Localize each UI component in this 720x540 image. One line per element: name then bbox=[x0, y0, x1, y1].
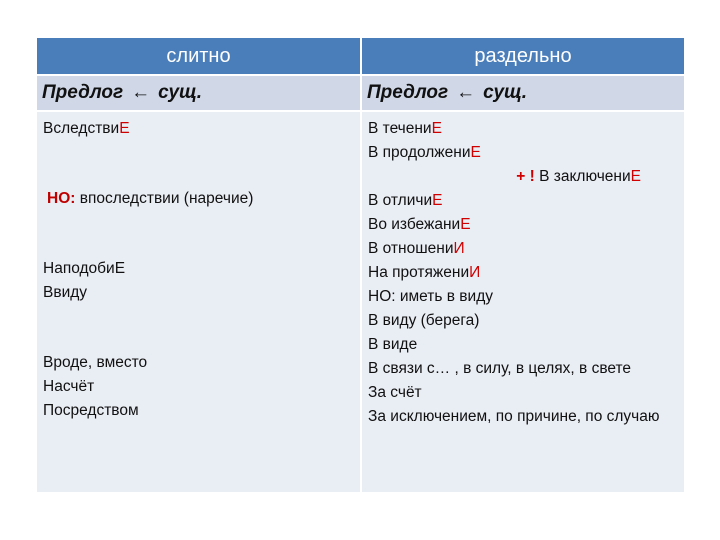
list-item: В связи с… , в силу, в целях, в свете bbox=[368, 360, 632, 377]
list-item bbox=[368, 237, 678, 261]
word-ending: Е bbox=[114, 260, 126, 277]
word-ending: Е bbox=[119, 120, 130, 137]
word-stem: В продолжени bbox=[368, 144, 471, 161]
word-ending: И bbox=[469, 264, 481, 281]
spelling-table bbox=[37, 38, 684, 492]
note-label: НО: bbox=[47, 190, 76, 207]
list-item bbox=[368, 141, 678, 165]
subheader-preposition: Предлог bbox=[42, 82, 124, 103]
list-item: Посредством bbox=[43, 402, 139, 419]
word-ending: Е bbox=[630, 168, 641, 185]
word-ending: Е bbox=[431, 120, 442, 137]
word-stem: В заключени bbox=[534, 168, 631, 185]
list-item bbox=[43, 187, 360, 211]
list-item: Ввиду bbox=[43, 284, 88, 301]
arrow-left-icon: ← bbox=[131, 82, 151, 103]
subheader-together bbox=[37, 76, 360, 110]
word-ending: Е bbox=[460, 216, 471, 233]
word-ending: И bbox=[453, 240, 465, 257]
list-item: За исключением, по причине, по случаю bbox=[368, 408, 660, 425]
list-item bbox=[368, 261, 678, 285]
word-stem: В отличи bbox=[368, 192, 433, 209]
list-item bbox=[368, 165, 678, 189]
list-item bbox=[43, 117, 360, 141]
header-together-label: слитно bbox=[166, 44, 231, 67]
list-item bbox=[43, 257, 360, 281]
list-item: Насчёт bbox=[43, 378, 95, 395]
header-together bbox=[37, 38, 360, 74]
list-item bbox=[368, 213, 678, 237]
subheader-noun: сущ. bbox=[483, 82, 528, 103]
word-stem: В отношени bbox=[368, 240, 454, 257]
list-item: НО: иметь в виду bbox=[368, 288, 493, 305]
word-ending: Е bbox=[470, 144, 481, 161]
arrow-left-icon: ← bbox=[456, 82, 476, 103]
attention-mark: + ! bbox=[516, 168, 535, 185]
list-item: За счёт bbox=[368, 384, 422, 401]
list-item bbox=[368, 117, 678, 141]
word-stem: Во избежани bbox=[368, 216, 461, 233]
together-list bbox=[37, 112, 360, 492]
word-stem: В течени bbox=[368, 120, 432, 137]
subheader-preposition: Предлог bbox=[367, 82, 449, 103]
header-separate bbox=[362, 38, 684, 74]
word-stem: Вследстви bbox=[43, 120, 120, 137]
word-stem: Наподоби bbox=[43, 260, 115, 277]
word-ending: Е bbox=[432, 192, 443, 209]
note-text: впоследствии (наречие) bbox=[75, 190, 254, 207]
header-separate-label: раздельно bbox=[474, 44, 572, 67]
list-item: В виде bbox=[368, 336, 418, 353]
list-item: В виду (берега) bbox=[368, 312, 480, 329]
list-item bbox=[368, 189, 678, 213]
separate-list bbox=[362, 112, 684, 492]
subheader-noun: сущ. bbox=[158, 82, 203, 103]
list-item: Вроде, вместо bbox=[43, 354, 148, 371]
subheader-separate bbox=[362, 76, 684, 110]
word-stem: На протяжени bbox=[368, 264, 470, 281]
